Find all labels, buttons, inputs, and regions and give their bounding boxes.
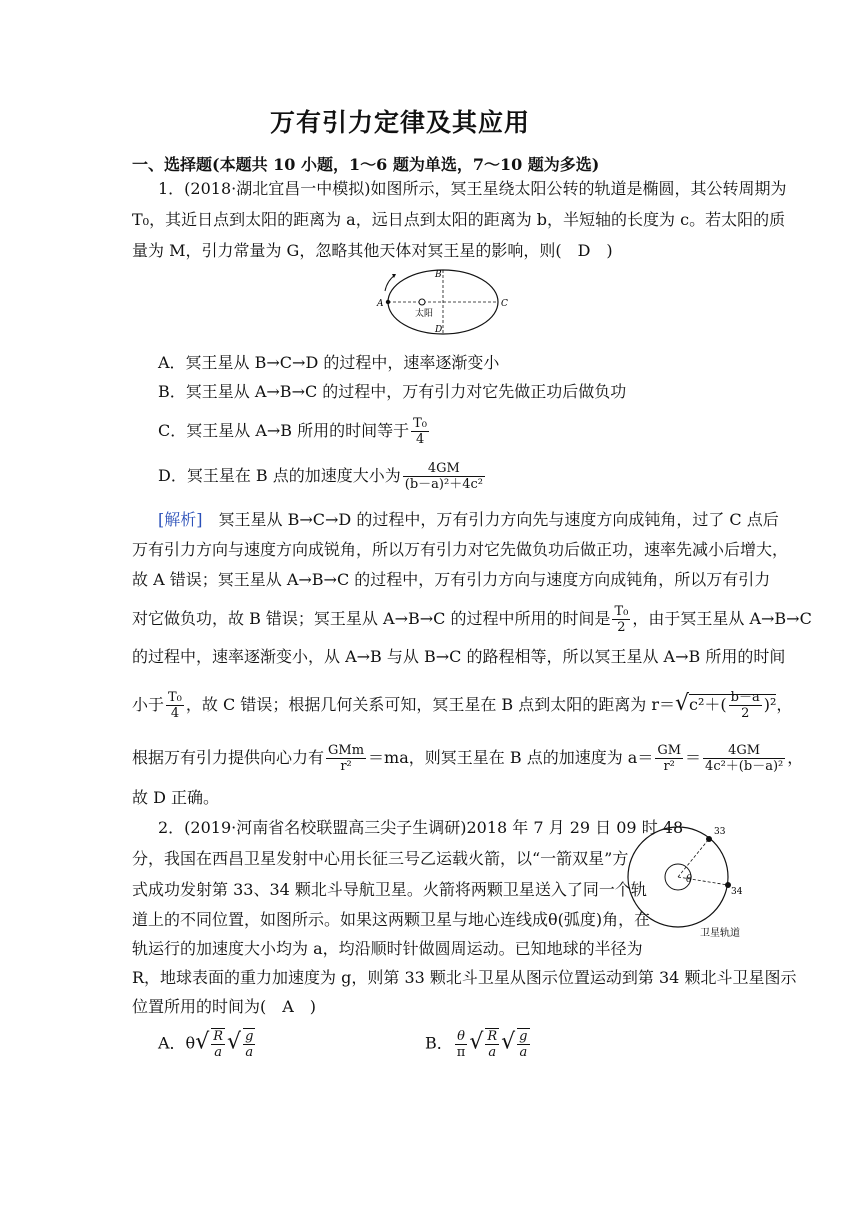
analysis-line8: 故 D 正确。: [132, 788, 220, 807]
fraction: $\frac{\text{T₀}}{4}$: [168, 690, 182, 721]
analysis-line3: 故 A 错误；冥王星从 A→B→C 的过程中，万有引力方向与速度方向成钝角，所以万有引力: [132, 570, 771, 589]
label-d: D: [435, 325, 443, 335]
q1-line3: 量为 M，引力常量为 G，忽略其他天体对冥王星的影响，则( D ): [132, 241, 613, 260]
label-theta: θ: [686, 874, 693, 885]
fraction: $\frac{\text{T₀}}{4}$: [413, 416, 428, 447]
fraction: $\frac{GM}{\text{r²}}$: [657, 743, 682, 774]
fraction: $\frac{4GM}{\text{(b－a)²＋4c²}}$: [404, 461, 483, 492]
q2-line5: 轨运行的加速度大小均为 a，均沿顺时针做圆周运动。已知地球的半径为: [132, 939, 643, 958]
q2-line4: 道上的不同位置，如图所示。如果这两颗卫星与地心连线成θ(弧度)角，在: [132, 910, 651, 929]
q1-line1: 1．(2018·湖北宜昌一中模拟)如图所示，冥王星绕太阳公转的轨道是椭圆，其公转周期为: [158, 179, 787, 198]
q1-option-d: D．冥王星在 B 点的加速度大小为 $\frac{4GM}{\text{(b－a)²＋4c²}}$: [158, 461, 483, 492]
label-a: A: [377, 299, 384, 309]
q2-line7: 位置所用的时间为( A ): [132, 997, 317, 1016]
analysis-line4: 对它做负功，故 B 错误；冥王星从 A→B→C 的过程中所用的时间是 $\frac{\text{T₀}}{2}$ ，由于冥王星从 A→B→C: [132, 604, 812, 635]
analysis-tag: [解析]: [158, 510, 203, 529]
analysis-line6: 小于 $\frac{\text{T₀}}{4}$ ，故 C 错误；根据几何关系可知，冥王星在 B 点到太阳的距离为 r＝√c²＋( $\frac{b-a}{2}$ )²，: [132, 690, 793, 721]
q2-option-a: A．θ√ $\frac{R}{a}$ √ $\frac{g}{a}$: [158, 1029, 254, 1060]
section-heading: 一、选择题(本题共 10 小题，1～6 题为单选，7～10 题为多选): [132, 155, 600, 174]
q2-line2: 分，我国在西昌卫星发射中心用长征三号乙运载火箭，以“一箭双星”方: [132, 849, 629, 868]
fraction: $\frac{b-a}{2}$: [730, 690, 760, 721]
label-33: 33: [714, 827, 726, 837]
analysis-line1: [解析] 冥王星从 B→C→D 的过程中，万有引力方向先与速度方向成钝角，过了 C 点后: [158, 510, 779, 529]
q2-line6: R，地球表面的重力加速度为 g，则第 33 颗北斗卫星从图示位置运动到第 34 颗北斗卫星图示: [132, 968, 797, 987]
fraction: $\frac{\text{T₀}}{2}$: [614, 604, 629, 635]
analysis-line7: 根据万有引力提供向心力有 $\frac{\text{GMm}}{\text{r²}}$ ＝ma，则冥王星在 B 点的加速度为 a＝ $\frac{GM}{\text{r²}}$ ＝ $\frac{4GM}{\text{4c²＋(b－a)²}}$ ，: [132, 743, 804, 774]
analysis-line2: 万有引力方向与速度方向成锐角，所以万有引力对它先做负功后做正功，速率先减小后增大，: [132, 540, 789, 559]
q1-option-b: B．冥王星从 A→B→C 的过程中，万有引力对它先做正功后做负功: [158, 382, 627, 401]
fraction: $\frac{4GM}{\text{4c²＋(b－a)²}}$: [705, 743, 784, 774]
q2-line3: 式成功发射第 33、34 颗北斗导航卫星。火箭将两颗卫星送入了同一个轨: [132, 880, 647, 899]
satellite-orbit-figure: [618, 810, 758, 940]
q1-option-a: A．冥王星从 B→C→D 的过程中，速率逐渐变小: [158, 353, 500, 372]
analysis-line5: 的过程中，速率逐渐变小，从 A→B 与从 B→C 的路程相等，所以冥王星从 A→B 所用的时间: [132, 647, 786, 666]
q2-line1: 2．(2019·河南省名校联盟高三尖子生调研)2018 年 7 月 29 日 09 时 48: [158, 818, 684, 837]
sqrt-expression: c²＋( $\frac{b-a}{2}$ )²: [689, 690, 777, 721]
label-34: 34: [731, 887, 743, 897]
figure-caption: 卫星轨道: [700, 928, 740, 939]
label-sun: 太阳: [415, 309, 434, 319]
label-c: C: [501, 299, 508, 309]
label-b: B: [435, 270, 442, 280]
fraction: $\frac{\text{GMm}}{\text{r²}}$: [328, 743, 365, 774]
ellipse-orbit-figure: [375, 265, 515, 340]
q1-option-c: C．冥王星从 A→B 所用的时间等于 $\frac{\text{T₀}}{4}$: [158, 416, 428, 447]
page-title: 万有引力定律及其应用: [269, 108, 530, 137]
q2-option-b: B． $\frac{\theta}{\pi}$ √ $\frac{R}{a}$ √ $\frac{g}{a}$: [425, 1028, 528, 1060]
q1-line2: T₀，其近日点到太阳的距离为 a，远日点到太阳的距离为 b，半短轴的长度为 c。若太阳的质: [132, 210, 786, 229]
